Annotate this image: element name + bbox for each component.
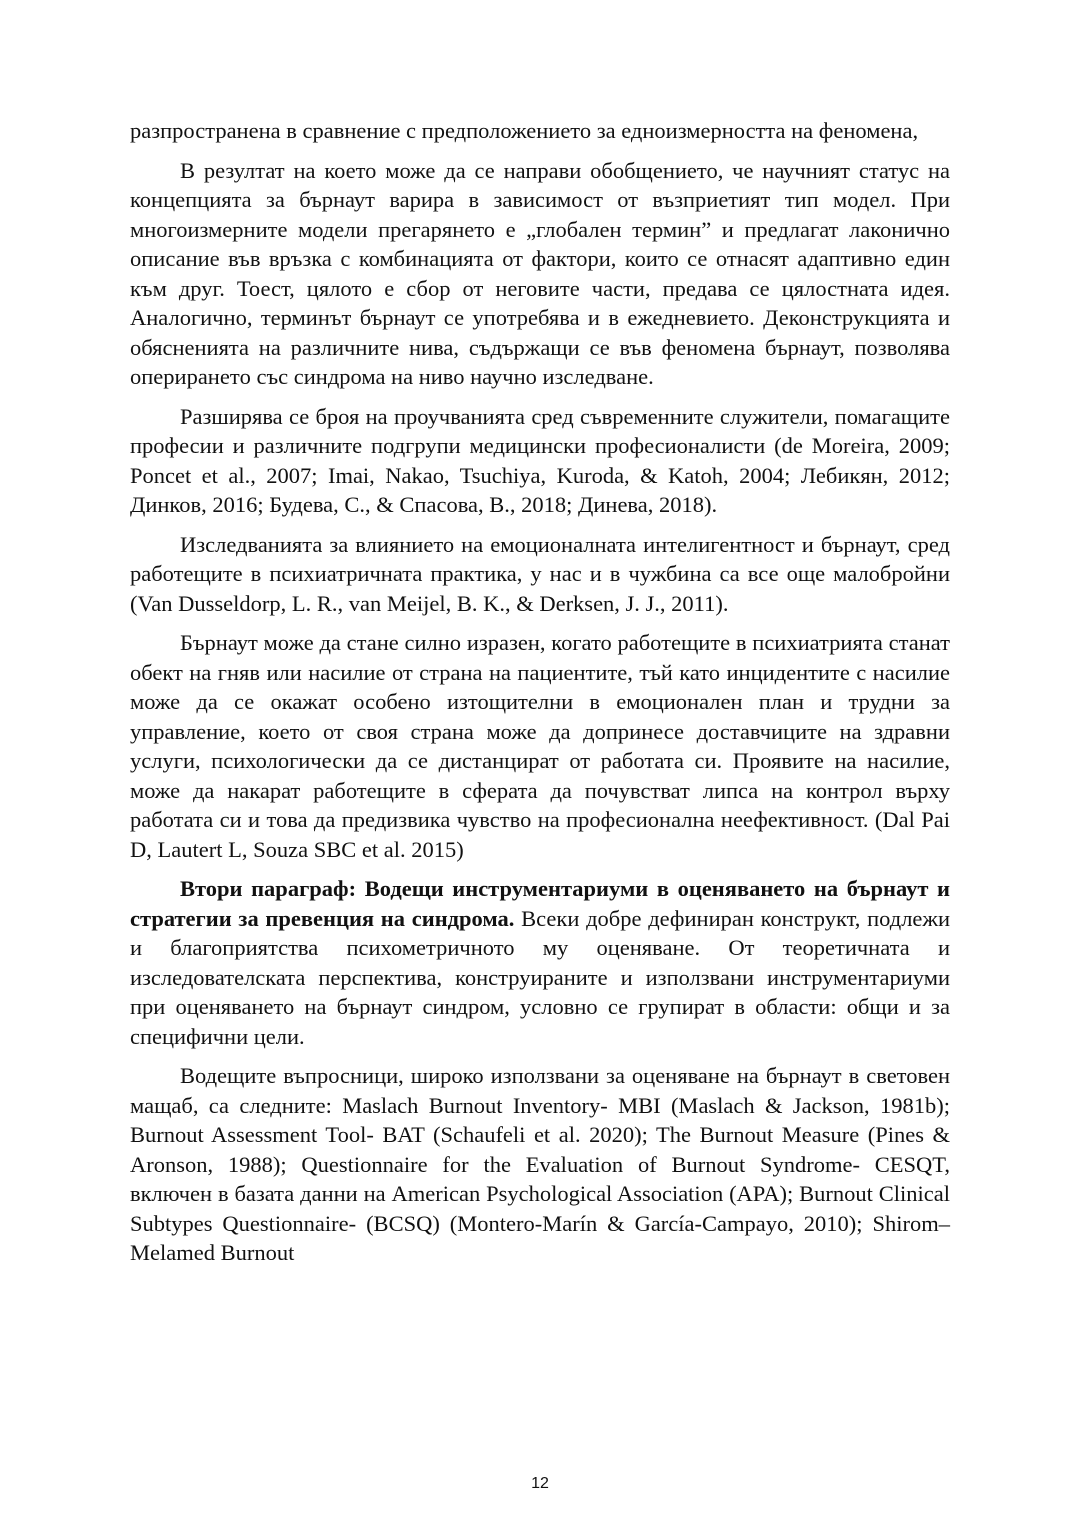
paragraph-continuation: разпространена в сравнение с предположението за едноизмерността на феномена, — [130, 118, 919, 143]
paragraph-second-section — [130, 874, 950, 1051]
document-page — [130, 116, 950, 1278]
paragraph-questionnaires: Водещите въпросници, широко използвани за оценяване на бърнаут в световен мащаб, са следните: Maslach Burnout Inventory- MBI (Maslach & Jackson, 1981b); Burnout Assessment Tool- BAT (Schaufeli et al. 2020); The Burnout Measure (Pines & Aronson, 1988); Questionnaire for the Evaluation of Burnout Syndrome- CESQT, включен в базата данни на American Psychological Association (APA); Burnout Clinical Subtypes Questionnaire- (BCSQ) (Montero-Marín & García-Campayo, 2010); Shirom–Melamed Burnout — [130, 1063, 950, 1265]
page-number: 12 — [531, 1475, 549, 1492]
section-intro-text: Всеки добре дефиниран конструкт, подлежи и благоприятства психометричното му оценяване. От теоретичната и изследователската перспектива, конструираните и използвани инструментариуми при оценяването на бърнаут синдром, условно се групират в области: общи и за специфични цели. — [130, 905, 951, 1049]
paragraph-emotional-intelligence: Изследванията за влиянието на емоционалната интелигентност и бърнаут, сред работещите в психиатричната практика, у нас и в чужбина са все още малобройни (Van Dusseldorp, L. R., van Meijel, B. K., & Derksen, J. J., 2011). — [130, 531, 950, 616]
paragraph-studies-expansion: Разширява се броя на проучванията сред съвременните служители, помагащите професии и различните подгрупи медицински професионалисти (de Moreira, 2009; Poncet et al., 2007; Imai, Nakao, Tsuchiya, Kuroda, & Katoh, 2004; Лебикян, 2012; Динков, 2016; Будева, С., & Спасова, В., 2018; Динева, 2018). — [130, 403, 950, 517]
paragraph-model-status: В резултат на което може да се направи обобщението, че научният статус на концепцията за бърнаут варира в зависимост от възприетият тип модел. При многоизмерните модели прегарянето е „глобален термин” и предлагат лаконично описание във връзка с комбинацията от фактори, които се отнасят адаптивно един към друг. Тоест, цялото е сбор от неговите части, предава се цялостната идея. Аналогично, терминът бърнаут се употребява и в ежедневието. Деконструкцията и обясненията на различните нива, съдържащи се във феномена бърнаут, позволява опериранетo със синдрома на ниво научно изследване. — [130, 157, 950, 389]
section-heading: Втори параграф: Водещи инструментариуми в оценяването на бърнаут и стратегии за превенция на синдрома. — [130, 876, 950, 931]
paragraph-psychiatry-violence: Бърнаут може да стане силно изразен, когато работещите в психиатрията станат обект на гняв или насилие от страна на пациентите, тъй като инцидентите с насилие може да се окажат особено изтощителни в емоционален план и трудни за управление, което от своя страна може да допринесе доставчиците на здравни услуги, психологически да се дистанцират от работата си. Проявите на насилие, може да накарат работещите в сферата да почувстват липса на контрол върху работата си и това да предизвика чувство на професионална неефективност. (Dal Pai D, Lautert L, Souza SBC et al. 2015) — [130, 630, 950, 862]
